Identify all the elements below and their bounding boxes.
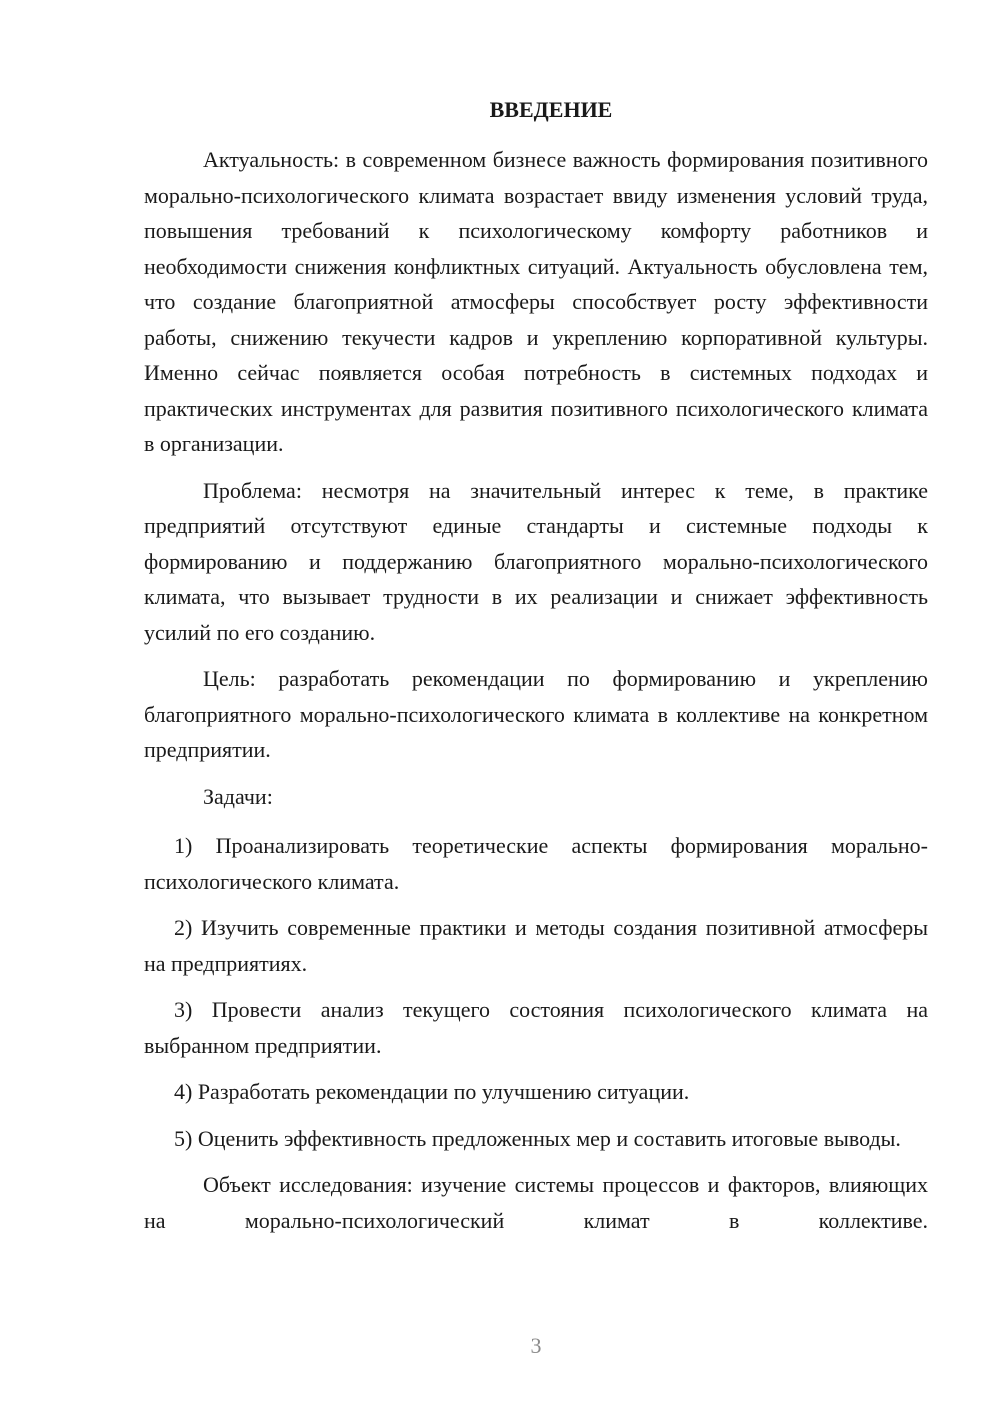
tasks-title: Задачи: [203,783,273,809]
task-item-2: 2) Изучить современные практики и методы создания позитивной атмосферы на предприятиях. [144,915,928,976]
task-item-4: 4) Разработать рекомендации по улучшению ситуации. [174,1079,690,1104]
goal-paragraph: Цель: разработать рекомендации по формированию и укреплению благоприятного морально-психологического климата в коллективе на конкретном предприятии. [144,666,928,762]
relevance-paragraph: Актуальность: в современном бизнесе важность формирования позитивного морально-психологического климата возрастает ввиду изменения условий труда, повышения требований к психологическому комфорту работников и необходимости снижения конфликтных ситуаций. Актуальность обусловлена тем, что создание благоприятной атмосферы способствует росту эффективности работы, снижению текучести кадров и укреплению корпоративной культуры. Именно сейчас появляется особая потребность в системных подходах и практических инструментах для развития позитивного психологического климата в организации. [144,147,928,456]
page-number: 3 [530,1333,542,1358]
task-item-3: 3) Провести анализ текущего состояния психологического климата на выбранном предприятии. [144,997,928,1058]
task-item-5: 5) Оценить эффективность предложенных мер и составить итоговые выводы. [174,1125,901,1151]
page-content [144,94,928,1249]
section-heading: ВВЕДЕНИЕ [489,97,613,122]
object-paragraph: Объект исследования: изучение системы процессов и факторов, влияющих на морально-психологический климат в коллективе. [144,1172,928,1233]
task-item-1: 1) Проанализировать теоретические аспекты формирования морально-психологического климата. [144,833,928,894]
problem-paragraph: Проблема: несмотря на значительный интерес к теме, в практике предприятий отсутствуют единые стандарты и системные подходы к формированию и поддержанию благоприятного морально-психологического климата, что вызывает трудности в их реализации и снижает эффективность усилий по его созданию. [144,477,928,645]
